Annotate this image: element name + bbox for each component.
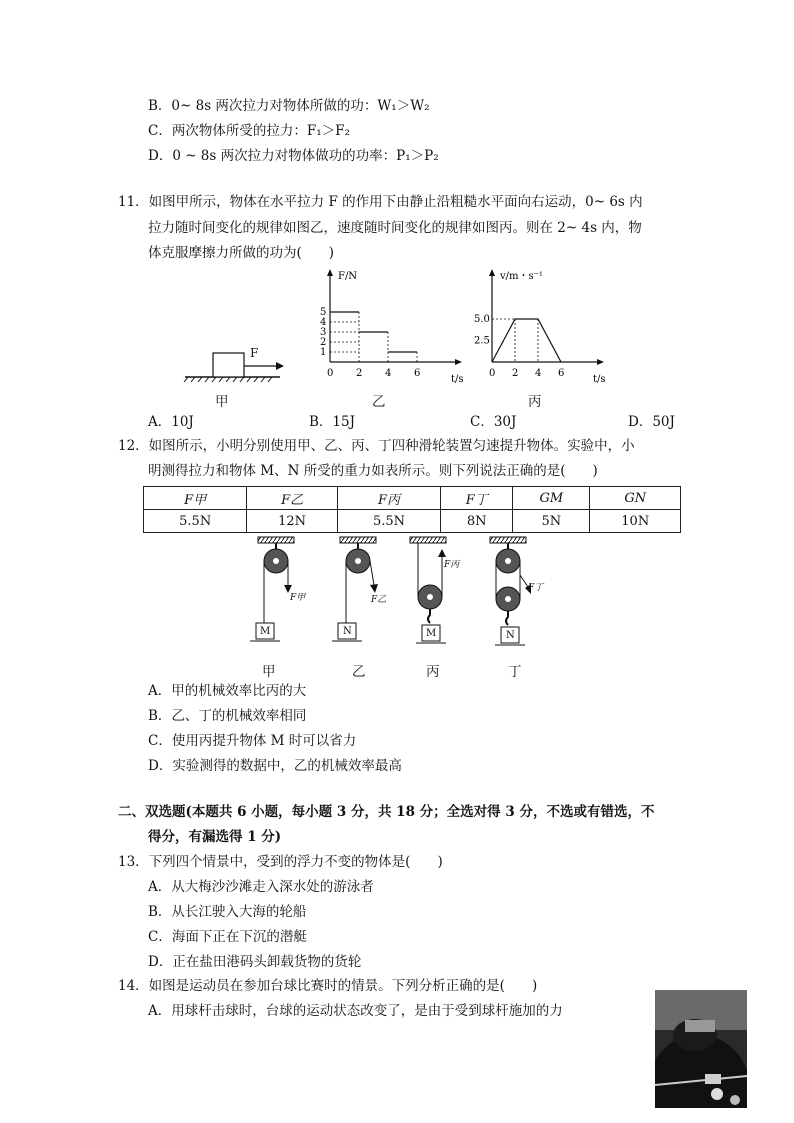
q11-stem-line3: 体克服摩擦力所做的功为( ) xyxy=(148,245,335,261)
y-tick-label: 5 xyxy=(320,307,327,318)
section2-heading-line1: 二、双选题(本题共 6 小题，每小题 3 分，共 18 分；全选对得 3 分，不选或有错选，不 xyxy=(118,804,655,820)
q11-figure-jia xyxy=(180,340,290,384)
q12-option-c: C．使用丙提升物体 M 时可以省力 xyxy=(148,733,357,749)
section2-heading-line2: 得分，有漏选得 1 分) xyxy=(148,829,282,845)
y-tick-label: 2 xyxy=(320,337,327,348)
table-cell: 12N xyxy=(247,510,337,533)
q12-stem-line1: 12．如图所示，小明分别使用甲、乙、丙、丁四种滑轮装置匀速提升物体。实验中，小 xyxy=(118,438,635,454)
q12-stem-line2: 明测得拉力和物体 M、N 所受的重力如表所示。则下列说法正确的是( ) xyxy=(148,463,598,479)
table-header-row xyxy=(144,487,681,510)
table-cell: 5.5N xyxy=(144,510,247,533)
q11-fig-jia-label: 甲 xyxy=(215,394,229,410)
y-axis-label: v/m・s⁻¹ xyxy=(500,271,543,282)
q11-chart-force-time xyxy=(310,266,470,390)
y-tick-label: 5.0 xyxy=(474,314,490,325)
q11-chart-velocity-time xyxy=(470,266,620,390)
q10-option-b: B．0~ 8s 两次拉力对物体所做的功：W₁＞W₂ xyxy=(148,98,430,114)
force-label-yi: F乙 xyxy=(371,595,387,605)
q12-fig-label-jia: 甲 xyxy=(262,664,276,680)
q11-fig-yi-label: 乙 xyxy=(372,394,386,410)
velocity-line xyxy=(492,319,561,362)
x-tick-label: 2 xyxy=(512,368,519,379)
block-label-n-yi: N xyxy=(343,626,352,637)
x-tick-label: 6 xyxy=(414,368,421,379)
y-axis-arrow xyxy=(489,269,495,276)
pulley-jia xyxy=(250,537,294,641)
block-label-m-jia: M xyxy=(260,626,271,637)
y-tick-label: 3 xyxy=(320,327,327,338)
q12-fig-label-yi: 乙 xyxy=(352,664,366,680)
force-label-ding: F丁 xyxy=(528,583,544,593)
x-tick-label: 0 xyxy=(489,368,496,379)
q11-option-b: B．15J xyxy=(309,414,356,430)
table-cell: 5.5N xyxy=(337,510,440,533)
x-tick-label: 6 xyxy=(558,368,565,379)
force-label-bing: F丙 xyxy=(444,560,460,570)
q11-option-a: A．10J xyxy=(148,414,194,430)
table-header-cell: GM xyxy=(513,487,590,510)
y-axis-label: F/N xyxy=(338,271,358,282)
q13-option-b: B．从长江驶入大海的轮船 xyxy=(148,904,307,920)
q11-force-label: F xyxy=(250,346,259,360)
q11-option-d: D．50J xyxy=(628,414,675,430)
table-header-cell: F甲 xyxy=(144,487,247,510)
block-label-m-bing: M xyxy=(426,628,437,639)
table-row xyxy=(144,510,681,533)
pulley-ding xyxy=(490,537,531,645)
x-axis-arrow xyxy=(455,359,462,365)
q12-fig-label-ding: 丁 xyxy=(508,664,522,680)
q13-stem: 13．下列四个情景中，受到的浮力不变的物体是( ) xyxy=(118,854,443,870)
table-header-cell: GN xyxy=(590,487,681,510)
table-header-cell: F乙 xyxy=(247,487,337,510)
pulley-yi xyxy=(332,537,378,641)
y-axis-arrow xyxy=(327,269,333,276)
x-tick-label: 2 xyxy=(356,368,363,379)
q11-stem-line1: 11．如图甲所示，物体在水平拉力 F 的作用下由静止沿粗糙水平面向右运动，0~ 6s 内 xyxy=(118,194,643,210)
q11-fig-bing-label: 丙 xyxy=(528,394,542,410)
q13-option-a: A．从大梅沙沙滩走入深水处的游泳者 xyxy=(148,879,374,895)
billiards-photo xyxy=(655,990,747,1108)
x-tick-label: 4 xyxy=(535,368,542,379)
q13-option-d: D．正在盐田港码头卸载货物的货轮 xyxy=(148,954,362,970)
q10-option-d: D．0 ~ 8s 两次拉力对物体做功的功率：P₁＞P₂ xyxy=(148,148,439,164)
q11-stem-line2: 拉力随时间变化的规律如图乙，速度随时间变化的规律如图丙。则在 2~ 4s 内，物 xyxy=(148,220,642,236)
table-cell: 8N xyxy=(441,510,513,533)
q12-option-b: B．乙、丁的机械效率相同 xyxy=(148,708,307,724)
y-tick-label: 4 xyxy=(320,317,327,328)
q10-option-c: C．两次物体所受的拉力：F₁＞F₂ xyxy=(148,123,350,139)
q12-fig-label-bing: 丙 xyxy=(426,664,440,680)
force-label-jia: F甲 xyxy=(290,593,306,603)
q14-stem: 14．如图是运动员在参加台球比赛时的情景。下列分析正确的是( ) xyxy=(118,978,538,994)
x-axis-label: t/s xyxy=(593,374,606,385)
q12-data-table xyxy=(143,486,681,533)
table-cell: 10N xyxy=(590,510,681,533)
q14-option-a: A．用球杆击球时，台球的运动状态改变了，是由于受到球杆施加的力 xyxy=(148,1003,563,1019)
q13-option-c: C．海面下正在下沉的潜艇 xyxy=(148,929,307,945)
x-axis-label: t/s xyxy=(451,374,464,385)
q11-option-c: C．30J xyxy=(470,414,517,430)
y-tick-label: 2.5 xyxy=(474,335,490,347)
x-axis-arrow xyxy=(597,359,604,365)
q12-option-a: A．甲的机械效率比丙的大 xyxy=(148,683,307,699)
block-label-n-ding: N xyxy=(506,630,515,641)
x-tick-label: 0 xyxy=(327,368,334,379)
x-tick-label: 4 xyxy=(385,368,392,379)
table-cell: 5N xyxy=(513,510,590,533)
y-tick-label: 1 xyxy=(320,347,327,358)
q12-option-d: D．实验测得的数据中，乙的机械效率最高 xyxy=(148,758,402,774)
table-header-cell: F丁 xyxy=(441,487,513,510)
table-header-cell: F丙 xyxy=(337,487,440,510)
